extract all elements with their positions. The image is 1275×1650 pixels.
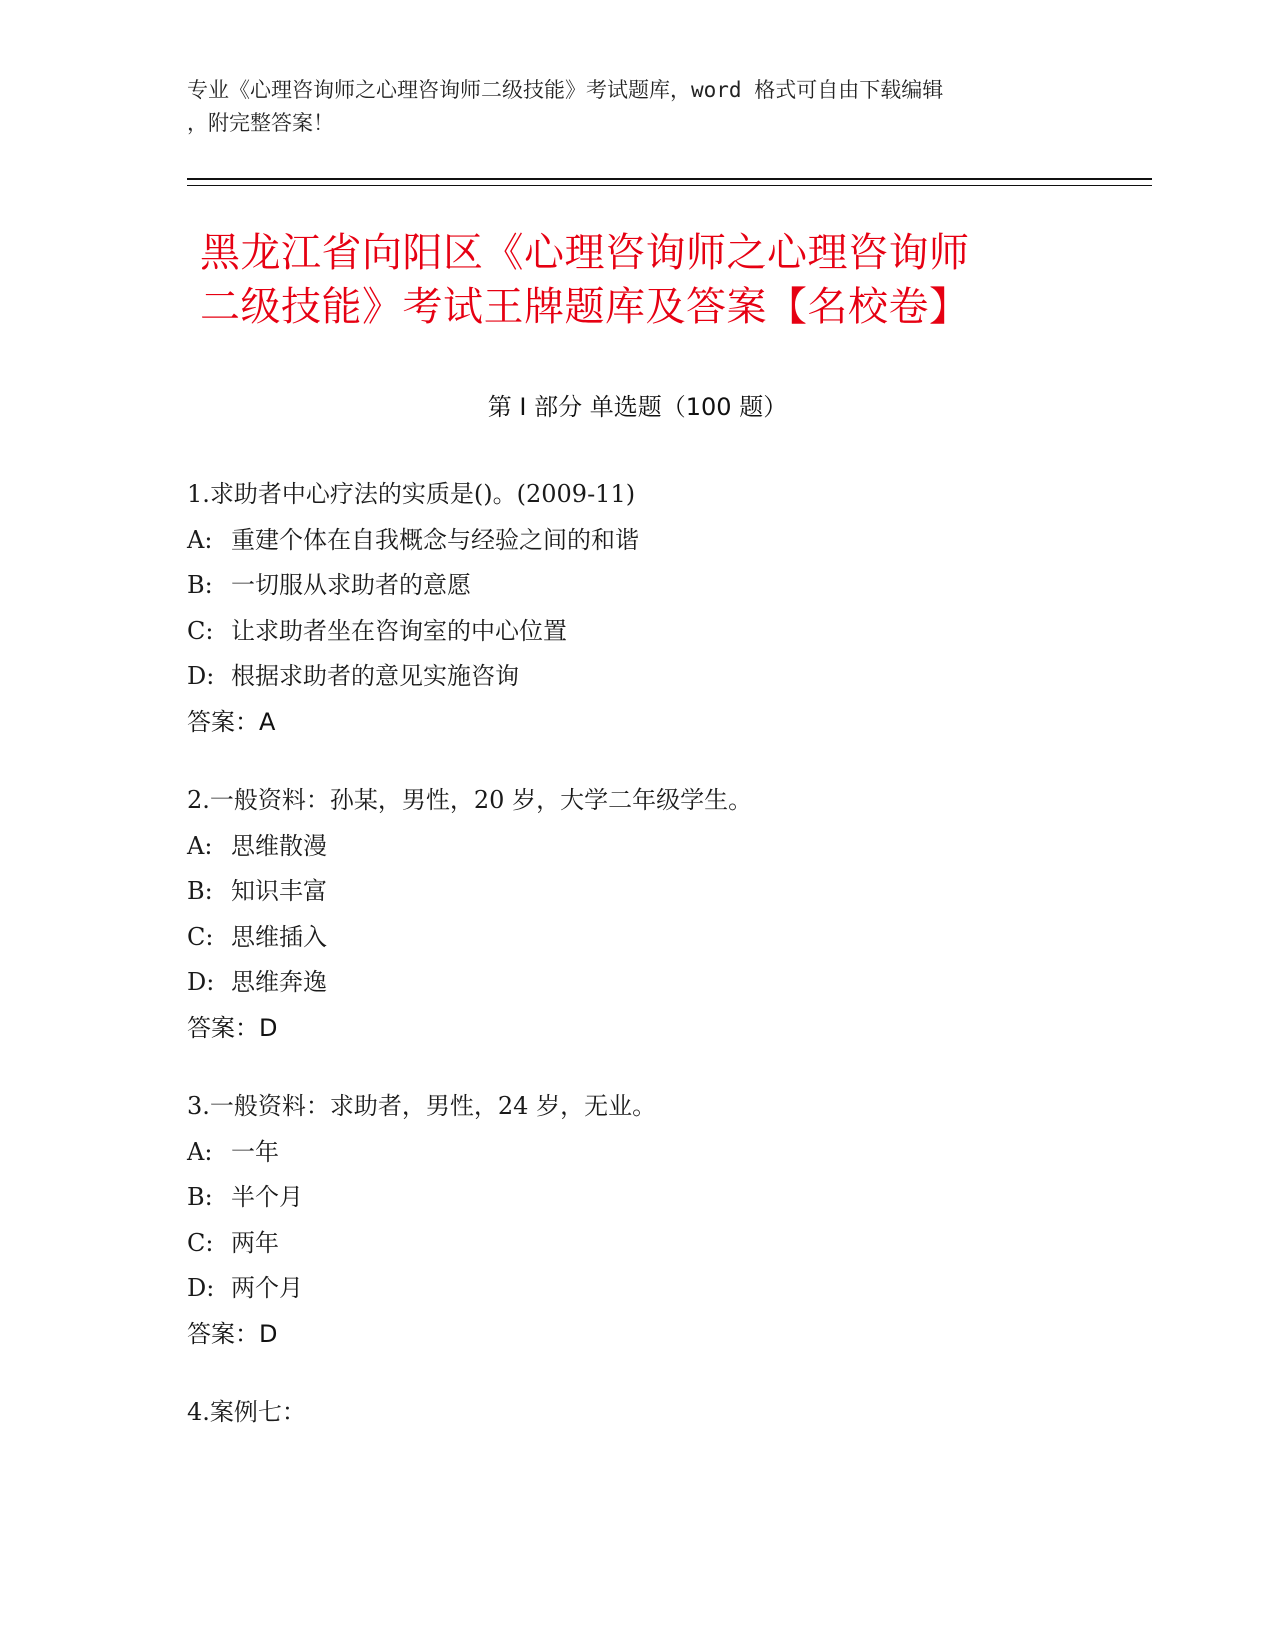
option-c: [187, 915, 1137, 961]
intro-text: [187, 74, 1067, 140]
question-stem: 2.一般资料：孙某，男性，20 岁，大学二年级学生。: [187, 786, 753, 814]
option-text: 重建个体在自我概念与经验之间的和谐: [231, 525, 639, 554]
option-d: [187, 960, 1137, 1006]
option-c: [187, 609, 1137, 655]
header-divider-thick: [187, 178, 1152, 180]
document-title: [200, 226, 1100, 334]
option-letter: D:: [187, 662, 215, 690]
option-letter: B:: [187, 571, 213, 599]
option-text: 思维奔逸: [231, 968, 327, 996]
option-a: [187, 1130, 1137, 1176]
option-letter: D:: [187, 968, 215, 996]
option-letter: C:: [187, 922, 214, 951]
option-letter: A:: [187, 831, 213, 860]
option-letter: B:: [187, 1183, 213, 1211]
option-letter: A:: [187, 1137, 213, 1166]
question-stem: 4.案例七：: [187, 1398, 306, 1426]
option-d: [187, 1266, 1137, 1312]
question-4: [187, 1390, 1137, 1436]
option-text: 思维插入: [231, 922, 327, 951]
option-letter: D:: [187, 1274, 215, 1302]
option-text: 思维散漫: [231, 831, 327, 860]
question-stem: 3.一般资料：求助者，男性，24 岁，无业。: [187, 1092, 657, 1120]
option-a: [187, 824, 1137, 870]
question-list: [187, 472, 1137, 1469]
title-line-2: 二级技能》考试王牌题库及答案【名校卷】: [200, 284, 970, 330]
option-letter: C:: [187, 1228, 214, 1257]
option-text: 两个月: [231, 1274, 303, 1302]
option-letter: A:: [187, 525, 213, 554]
option-text: 知识丰富: [231, 877, 327, 905]
header-divider-thin: [187, 185, 1152, 186]
option-b: [187, 1175, 1137, 1221]
option-c: [187, 1221, 1137, 1267]
answer-line: 答案：D: [187, 1013, 278, 1042]
title-line-1: 黑龙江省向阳区《心理咨询师之心理咨询师: [200, 230, 970, 276]
option-text: 让求助者坐在咨询室的中心位置: [231, 616, 567, 645]
option-letter: B:: [187, 877, 213, 905]
intro-line-2: ，附完整答案！: [187, 111, 334, 135]
option-b: [187, 563, 1137, 609]
answer-line: 答案：D: [187, 1319, 278, 1348]
option-b: [187, 869, 1137, 915]
question-stem: 1.求助者中心疗法的实质是()。(2009-11): [187, 480, 636, 508]
option-text: 一切服从求助者的意愿: [231, 571, 471, 599]
question-1: [187, 472, 1137, 745]
answer-line: 答案：A: [187, 707, 276, 736]
question-3: [187, 1084, 1137, 1357]
option-letter: C:: [187, 616, 214, 645]
option-text: 两年: [231, 1228, 279, 1257]
option-text: 半个月: [231, 1183, 303, 1211]
option-text: 根据求助者的意见实施咨询: [231, 662, 519, 690]
option-d: [187, 654, 1137, 700]
section-heading: 第 I 部分 单选题（100 题）: [487, 393, 788, 421]
intro-line-1: 专业《心理咨询师之心理咨询师二级技能》考试题库，word 格式可自由下载编辑: [187, 78, 944, 102]
option-text: 一年: [231, 1137, 279, 1166]
question-2: [187, 778, 1137, 1051]
option-a: [187, 518, 1137, 564]
